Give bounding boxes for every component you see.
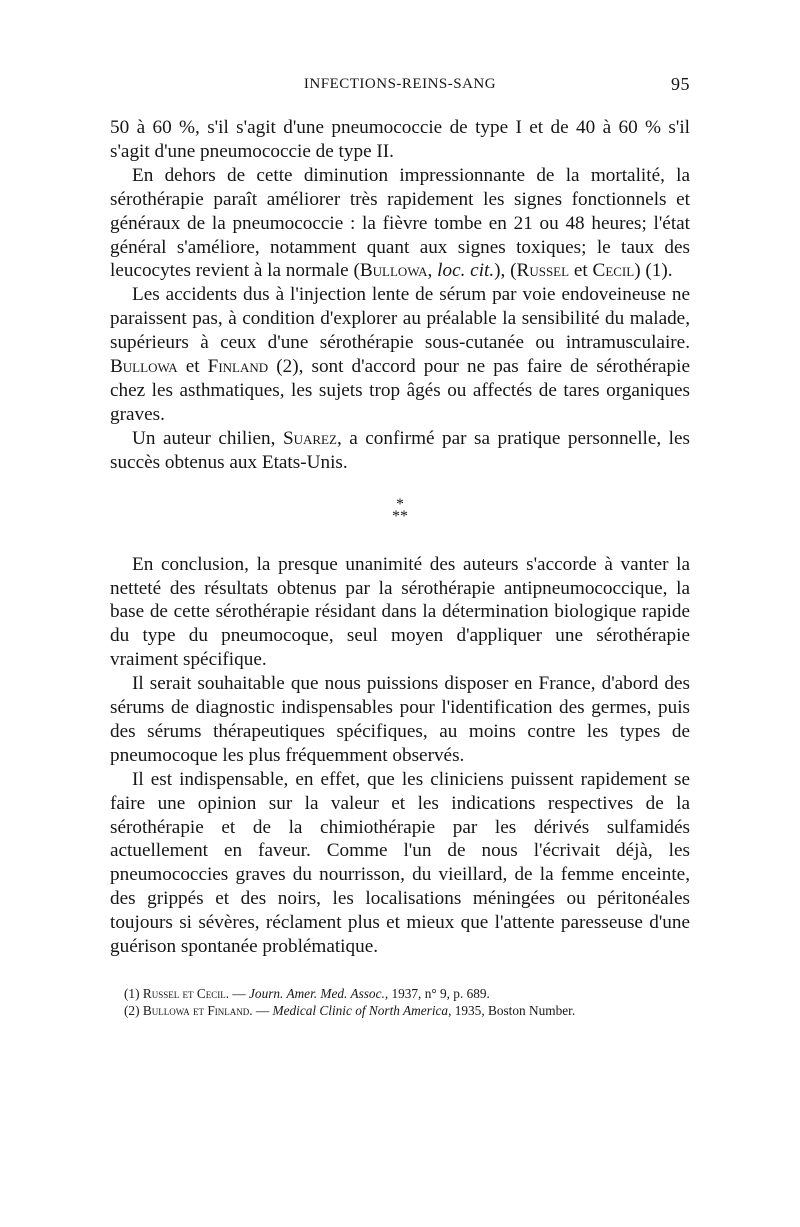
p2-text-3: ), (	[494, 260, 517, 282]
footnote-2-dash: —	[252, 1003, 273, 1018]
author-russel: Russel	[516, 260, 570, 282]
page-number: 95	[671, 74, 690, 94]
page-header	[110, 72, 690, 102]
author-finland: Finland	[207, 356, 269, 378]
p3-text-2: et	[177, 356, 208, 378]
loc-cit: loc. cit.	[437, 260, 495, 282]
paragraph-7: Il est indispensable, en effet, que les cliniciens puissent rapidement se faire une opinion sur la valeur et les indications respectives de la sérothérapie et de la chimiothérapie par les dérivés sulfamidés actuellement en faveur. Comme l'un de nous l'écrivait déjà, les pneumococcies graves du nourrisson, du vieillard, de la femme enceinte, des grippés et des noirs, les localisations méningées ou péritonéales toujours si sévères, réclament plus et mieux que l'attente paresseuse d'une guérison spontanée problématique.	[110, 768, 690, 958]
author-bullowa: Bullowa	[359, 260, 428, 282]
footnote-2-number: (2)	[124, 1003, 143, 1018]
asterism-top: *	[396, 495, 404, 513]
p2-text-1: En dehors de cette diminution impressionnante de la mortalité, la sérothérapie paraît améliorer très rapidement les signes fonctionnels et généraux de la pneumococcie : la fièvre tombe en 21 ou 48 heures; l'état général s'améliore, notamment quant aux signes toxiques; le taux des leucocytes revient à la normale (	[110, 164, 690, 282]
footnote-1-authors: Russel et Cecil.	[142, 986, 230, 1001]
footnote-2-reference: , 1935, Boston Number.	[448, 1003, 576, 1018]
paragraph-6: Il serait souhaitable que nous puissions disposer en France, d'abord des sérums de diagnostic indispensables pour l'identification des germes, puis des sérums thérapeutiques spécifiques, au moins contre les types de pneumocoque les plus fréquemment observés.	[110, 673, 690, 766]
author-cecil: Cecil	[592, 260, 635, 282]
footnote-1-dash: —	[229, 986, 250, 1001]
author-bullowa: Bullowa	[110, 356, 178, 378]
footnote-2-journal: Medical Clinic of North America	[272, 1003, 449, 1018]
asterism-bottom: **	[392, 507, 408, 525]
p2-text-2: ,	[427, 260, 438, 282]
paragraph-3	[110, 283, 690, 426]
p4-text-1: Un auteur chilien,	[132, 427, 283, 449]
document-page	[110, 72, 690, 1019]
footnote-1-journal: Journ. Amer. Med. Assoc.	[249, 986, 385, 1001]
running-title: INFECTIONS-REINS-SANG	[303, 76, 497, 92]
paragraph-2	[110, 164, 690, 284]
p4-text-2: , a confirmé par sa pratique personnelle, les succès obtenus aux Etats-Unis.	[110, 427, 690, 473]
paragraph-1: 50 à 60 %, s'il s'agit d'une pneumococcie de type I et de 40 à 60 % s'il s'agit d'une pneumococcie de type II.	[110, 117, 690, 162]
body-text	[110, 116, 690, 959]
footnote-1-reference: , 1937, n° 9, p. 689.	[384, 986, 490, 1001]
footnote-1-number: (1)	[124, 986, 143, 1001]
asterism-separator	[110, 495, 690, 525]
author-suarez: Suarez	[282, 427, 337, 449]
paragraph-5: En conclusion, la presque unanimité des auteurs s'accorde à vanter la netteté des résultats obtenus par la sérothérapie antipneumococcique, la base de cette sérothérapie résidant dans la détermination biologique rapide du type du pneumocoque, seul moyen d'appliquer une sérothérapie vraiment spécifique.	[110, 553, 690, 671]
footnote-1	[124, 985, 690, 1002]
paragraph-4	[110, 427, 690, 475]
p3-text-3: (2), sont d'accord pour ne pas faire de sérothérapie chez les asthmatiques, les sujets trop âgés ou affectés de tares organiques graves.	[110, 356, 690, 425]
footnote-2	[124, 1002, 690, 1019]
footnotes	[110, 985, 690, 1019]
footnote-2-authors: Bullowa et Finland.	[142, 1003, 253, 1018]
p2-text-4: et	[569, 260, 593, 282]
p2-text-5: ) (1).	[634, 260, 673, 282]
p3-text-1: Les accidents dus à l'injection lente de sérum par voie endoveineuse ne paraissent pas, à condition d'explorer au préalable la sensibilité du malade, supérieurs à ceux d'une sérothérapie sous-cutanée ou intramusculaire.	[110, 284, 690, 354]
